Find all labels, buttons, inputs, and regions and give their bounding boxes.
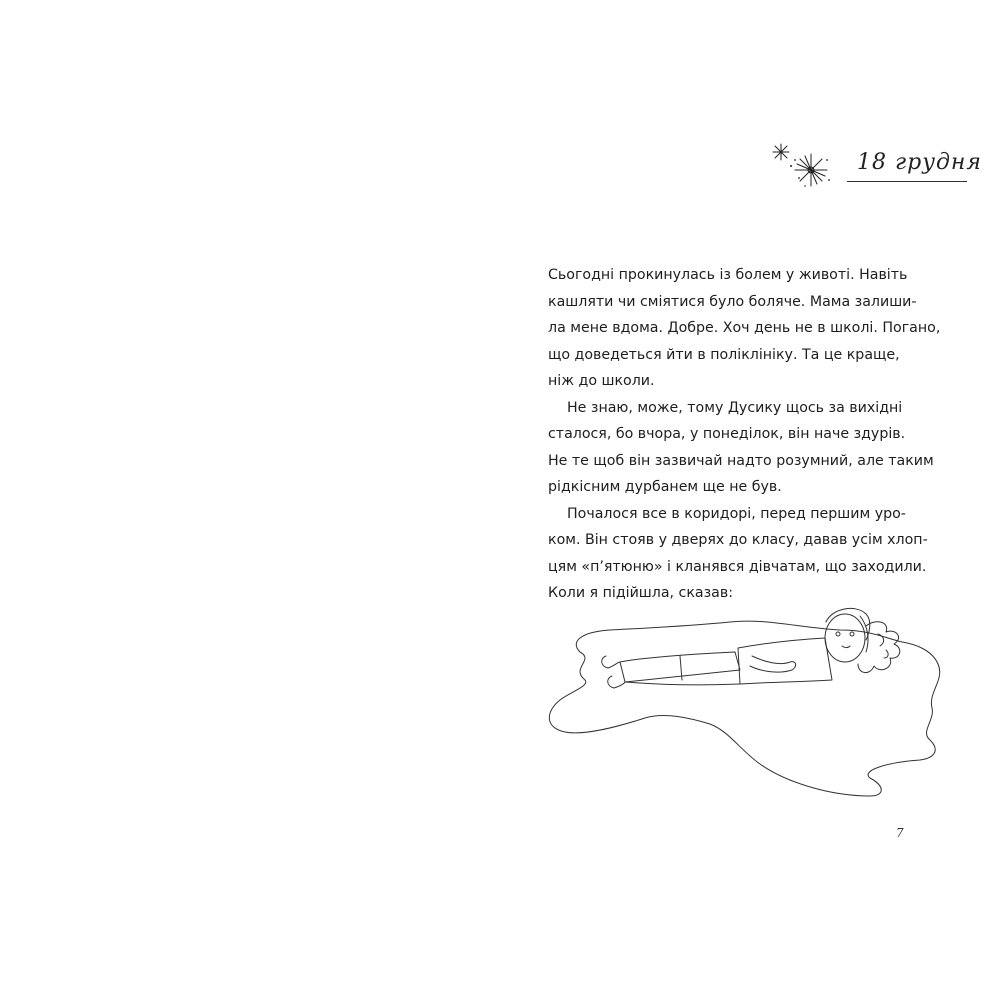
chapter-date: 18 грудня (857, 150, 982, 175)
girl-lying-in-puddle-illustration (540, 600, 960, 820)
text-line: Не те щоб він зазвичай надто розумний, але таким (548, 452, 934, 469)
text-line: рідкісним дурбанем ще не був. (548, 479, 782, 495)
date-underline (847, 181, 967, 182)
text-line: кашляти чи сміятися було боляче. Мама залиши- (548, 293, 917, 310)
text-line: ніж до школи. (548, 373, 655, 389)
body-text (548, 262, 941, 607)
chapter-date-header (765, 140, 982, 190)
text-line: цям «п’ятюню» і кланявся дівчатам, що заходили. (548, 558, 927, 575)
text-line: Не знаю, може, тому Дусику щось за вихідні (567, 399, 903, 416)
page-number: 7 (896, 826, 904, 840)
text-line: ла мене вдома. Добре. Хоч день не в школі. Погано, (548, 320, 941, 336)
text-line: що доведеться йти в поліклініку. Та це краще, (548, 346, 900, 363)
text-line: Сьогодні прокинулась із болем у животі. Навіть (548, 267, 908, 283)
text-line: Коли я підійшла, сказав: (548, 585, 733, 601)
text-line: сталося, бо вчора, у понеділок, він наче здурів. (548, 426, 906, 442)
snowflake-icon (765, 140, 835, 190)
text-line: Почалося все в коридорі, перед першим уро- (567, 505, 906, 522)
text-line: ком. Він стояв у дверях до класу, давав усім хлоп- (548, 532, 928, 548)
